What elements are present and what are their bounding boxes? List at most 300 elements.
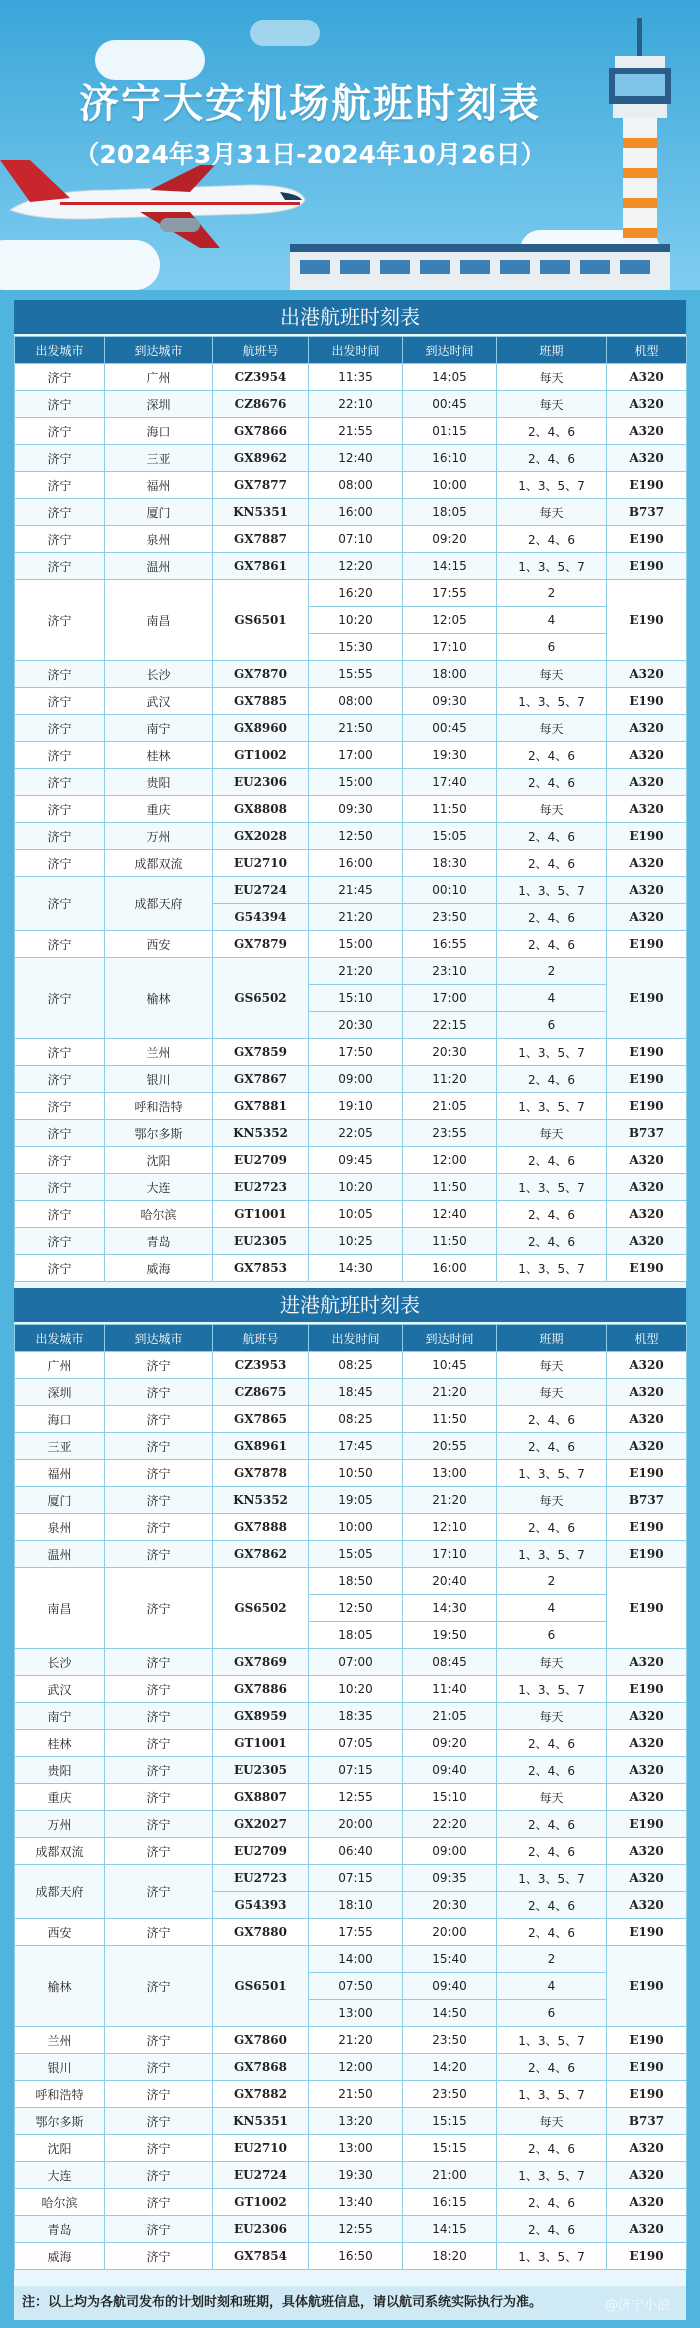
flight-number: EU2710 <box>213 850 309 877</box>
origin-city: 桂林 <box>15 1730 105 1757</box>
table-row <box>15 769 687 796</box>
arrival-time: 17:10 <box>403 1541 497 1568</box>
aircraft-type: B737 <box>607 499 687 526</box>
aircraft-type: E190 <box>607 1255 687 1282</box>
aircraft-type: A320 <box>607 1379 687 1406</box>
schedule-days: 4 <box>497 607 607 634</box>
destination-city: 济宁 <box>105 2081 213 2108</box>
destination-city: 济宁 <box>105 1784 213 1811</box>
departure-time: 17:50 <box>309 1039 403 1066</box>
table-row <box>15 1811 687 1838</box>
destination-city: 桂林 <box>105 742 213 769</box>
origin-city: 贵阳 <box>15 1757 105 1784</box>
flight-number: CZ3954 <box>213 364 309 391</box>
schedule-days: 每天 <box>497 1784 607 1811</box>
flight-number: EU2306 <box>213 769 309 796</box>
destination-city: 济宁 <box>105 2216 213 2243</box>
destination-city: 济宁 <box>105 2162 213 2189</box>
departure-time: 21:45 <box>309 877 403 904</box>
destination-city: 长沙 <box>105 661 213 688</box>
aircraft-type: E190 <box>607 472 687 499</box>
aircraft-type: A320 <box>607 1352 687 1379</box>
flight-number: GX7866 <box>213 418 309 445</box>
aircraft-type: E190 <box>607 1676 687 1703</box>
destination-city: 济宁 <box>105 1541 213 1568</box>
destination-city: 济宁 <box>105 1730 213 1757</box>
arrival-time: 14:15 <box>403 553 497 580</box>
aircraft-type: E190 <box>607 1919 687 1946</box>
schedule-days: 6 <box>497 2000 607 2027</box>
aircraft-type: E190 <box>607 553 687 580</box>
table-row <box>15 1460 687 1487</box>
departure-time: 21:50 <box>309 2081 403 2108</box>
departure-time: 17:55 <box>309 1919 403 1946</box>
table-row <box>15 526 687 553</box>
destination-city: 济宁 <box>105 1811 213 1838</box>
destination-city: 济宁 <box>105 2243 213 2270</box>
table-row <box>15 472 687 499</box>
departure-time: 09:00 <box>309 1066 403 1093</box>
origin-city: 济宁 <box>15 742 105 769</box>
column-header: 出发时间 <box>309 1325 403 1352</box>
aircraft-type: E190 <box>607 1460 687 1487</box>
page-subtitle: （2024年3月31日-2024年10月26日） <box>74 140 546 169</box>
destination-city: 南宁 <box>105 715 213 742</box>
origin-city: 济宁 <box>15 1093 105 1120</box>
arrival-time: 11:50 <box>403 1174 497 1201</box>
destination-city: 济宁 <box>105 1460 213 1487</box>
arrival-time: 11:50 <box>403 796 497 823</box>
table-row <box>15 1784 687 1811</box>
watermark: @济宁小浪 <box>604 2298 670 2313</box>
origin-city: 济宁 <box>15 418 105 445</box>
destination-city: 成都天府 <box>105 877 213 931</box>
schedule-days: 2、4、6 <box>497 850 607 877</box>
table-row <box>15 1433 687 1460</box>
table-row <box>15 1514 687 1541</box>
schedule-days: 1、3、5、7 <box>497 472 607 499</box>
table-row <box>15 1568 687 1595</box>
arrival-time: 11:50 <box>403 1228 497 1255</box>
flight-number: KN5352 <box>213 1120 309 1147</box>
aircraft-type: E190 <box>607 1039 687 1066</box>
departure-time: 17:45 <box>309 1433 403 1460</box>
aircraft-type: A320 <box>607 1433 687 1460</box>
aircraft-type: A320 <box>607 1730 687 1757</box>
departure-time: 08:25 <box>309 1352 403 1379</box>
origin-city: 济宁 <box>15 1066 105 1093</box>
flight-number: GX7862 <box>213 1541 309 1568</box>
arrival-time: 01:15 <box>403 418 497 445</box>
schedule-days: 1、3、5、7 <box>497 1460 607 1487</box>
flight-number: EU2305 <box>213 1757 309 1784</box>
flight-number: GS6501 <box>213 1946 309 2027</box>
aircraft-type: B737 <box>607 2108 687 2135</box>
departure-time: 14:00 <box>309 1946 403 1973</box>
aircraft-type: E190 <box>607 1541 687 1568</box>
table-row <box>15 1255 687 1282</box>
table-row <box>15 715 687 742</box>
schedule-days: 1、3、5、7 <box>497 2081 607 2108</box>
table-row <box>15 1487 687 1514</box>
table-row <box>15 2054 687 2081</box>
origin-city: 厦门 <box>15 1487 105 1514</box>
flight-number: EU2724 <box>213 877 309 904</box>
destination-city: 西安 <box>105 931 213 958</box>
origin-city: 沈阳 <box>15 2135 105 2162</box>
schedule-days: 1、3、5、7 <box>497 2243 607 2270</box>
departure-time: 12:40 <box>309 445 403 472</box>
arrival-time: 00:45 <box>403 391 497 418</box>
arrival-time: 22:15 <box>403 1012 497 1039</box>
destination-city: 济宁 <box>105 1865 213 1919</box>
table-row <box>15 2135 687 2162</box>
flight-number: GX7878 <box>213 1460 309 1487</box>
schedule-days: 2 <box>497 1946 607 1973</box>
origin-city: 万州 <box>15 1811 105 1838</box>
destination-city: 济宁 <box>105 2108 213 2135</box>
schedule-days: 2、4、6 <box>497 1066 607 1093</box>
table-row <box>15 1352 687 1379</box>
schedule-days: 2、4、6 <box>497 1201 607 1228</box>
departure-time: 07:10 <box>309 526 403 553</box>
flight-number: GS6502 <box>213 958 309 1039</box>
aircraft-type: A320 <box>607 1174 687 1201</box>
flight-number: EU2305 <box>213 1228 309 1255</box>
aircraft-type: A320 <box>607 1406 687 1433</box>
aircraft-type: A320 <box>607 2162 687 2189</box>
flight-number: EU2710 <box>213 2135 309 2162</box>
destination-city: 哈尔滨 <box>105 1201 213 1228</box>
arrival-time: 17:55 <box>403 580 497 607</box>
departure-time: 10:20 <box>309 1676 403 1703</box>
arrival-time: 12:05 <box>403 607 497 634</box>
table-row <box>15 499 687 526</box>
schedule-days: 每天 <box>497 1649 607 1676</box>
origin-city: 济宁 <box>15 1174 105 1201</box>
arrival-time: 21:20 <box>403 1379 497 1406</box>
departure-time: 19:30 <box>309 2162 403 2189</box>
aircraft-type: E190 <box>607 1093 687 1120</box>
departure-time: 07:15 <box>309 1757 403 1784</box>
destination-city: 济宁 <box>105 1676 213 1703</box>
flight-number: EU2723 <box>213 1865 309 1892</box>
schedule-days: 每天 <box>497 1120 607 1147</box>
table-row <box>15 1379 687 1406</box>
departure-time: 12:50 <box>309 1595 403 1622</box>
destination-city: 济宁 <box>105 2135 213 2162</box>
schedule-days: 2、4、6 <box>497 2135 607 2162</box>
departure-time: 15:10 <box>309 985 403 1012</box>
origin-city: 鄂尔多斯 <box>15 2108 105 2135</box>
arrival-time: 21:00 <box>403 2162 497 2189</box>
schedule-days: 2、4、6 <box>497 2189 607 2216</box>
arrival-time: 09:00 <box>403 1838 497 1865</box>
destination-city: 济宁 <box>105 1838 213 1865</box>
aircraft-type: A320 <box>607 1649 687 1676</box>
table-row <box>15 1120 687 1147</box>
origin-city: 海口 <box>15 1406 105 1433</box>
arrival-time: 18:00 <box>403 661 497 688</box>
destination-city: 鄂尔多斯 <box>105 1120 213 1147</box>
arrival-time: 17:10 <box>403 634 497 661</box>
departure-time: 11:35 <box>309 364 403 391</box>
aircraft-type: E190 <box>607 1811 687 1838</box>
flight-number: GX7860 <box>213 2027 309 2054</box>
arrival-time: 09:40 <box>403 1757 497 1784</box>
origin-city: 济宁 <box>15 931 105 958</box>
arrival-time: 12:40 <box>403 1201 497 1228</box>
departure-time: 10:20 <box>309 607 403 634</box>
departure-time: 10:20 <box>309 1174 403 1201</box>
destination-city: 济宁 <box>105 1379 213 1406</box>
column-header: 到达时间 <box>403 1325 497 1352</box>
destination-city: 深圳 <box>105 391 213 418</box>
aircraft-type: A320 <box>607 2135 687 2162</box>
schedule-days: 每天 <box>497 1379 607 1406</box>
schedule-days: 2 <box>497 580 607 607</box>
footer-note: 注：以上均为各航司发布的计划时刻和班期，具体航班信息，请以航司系统实际执行为准。 <box>14 2286 686 2320</box>
flight-number: GX7885 <box>213 688 309 715</box>
aircraft-type: A320 <box>607 1228 687 1255</box>
table-header-row <box>15 337 687 364</box>
aircraft-type: E190 <box>607 931 687 958</box>
arrival-time: 16:55 <box>403 931 497 958</box>
aircraft-type: E190 <box>607 1568 687 1649</box>
aircraft-type: E190 <box>607 1066 687 1093</box>
arrival-time: 16:10 <box>403 445 497 472</box>
departure-time: 12:55 <box>309 1784 403 1811</box>
origin-city: 济宁 <box>15 391 105 418</box>
aircraft-type: A320 <box>607 1201 687 1228</box>
aircraft-type: A320 <box>607 796 687 823</box>
origin-city: 济宁 <box>15 850 105 877</box>
column-header: 航班号 <box>213 1325 309 1352</box>
flight-number: GX7859 <box>213 1039 309 1066</box>
schedule-days: 2 <box>497 958 607 985</box>
schedule-days: 2、4、6 <box>497 823 607 850</box>
departure-time: 16:20 <box>309 580 403 607</box>
origin-city: 济宁 <box>15 958 105 1039</box>
table-row <box>15 2081 687 2108</box>
flight-number: GX8807 <box>213 1784 309 1811</box>
flight-number: GX7881 <box>213 1093 309 1120</box>
flight-number: GX8959 <box>213 1703 309 1730</box>
origin-city: 银川 <box>15 2054 105 2081</box>
destination-city: 福州 <box>105 472 213 499</box>
origin-city: 青岛 <box>15 2216 105 2243</box>
departure-time: 06:40 <box>309 1838 403 1865</box>
arrival-time: 18:20 <box>403 2243 497 2270</box>
origin-city: 南宁 <box>15 1703 105 1730</box>
schedule-days: 2、4、6 <box>497 1433 607 1460</box>
table-row <box>15 364 687 391</box>
aircraft-type: A320 <box>607 715 687 742</box>
table-header-row <box>15 1325 687 1352</box>
origin-city: 广州 <box>15 1352 105 1379</box>
origin-city: 哈尔滨 <box>15 2189 105 2216</box>
departure-time: 09:45 <box>309 1147 403 1174</box>
aircraft-type: E190 <box>607 1514 687 1541</box>
departure-time: 19:05 <box>309 1487 403 1514</box>
departure-time: 12:20 <box>309 553 403 580</box>
departure-time: 18:50 <box>309 1568 403 1595</box>
arrival-time: 20:30 <box>403 1892 497 1919</box>
destination-city: 沈阳 <box>105 1147 213 1174</box>
arrival-time: 13:00 <box>403 1460 497 1487</box>
destination-city: 济宁 <box>105 1703 213 1730</box>
flight-number: GX7853 <box>213 1255 309 1282</box>
origin-city: 济宁 <box>15 877 105 931</box>
schedule-days: 每天 <box>497 1352 607 1379</box>
table-row <box>15 2108 687 2135</box>
schedule-days: 6 <box>497 1012 607 1039</box>
flight-number: GT1002 <box>213 2189 309 2216</box>
page-title: 济宁大安机场航班时刻表 <box>79 81 541 127</box>
schedule-days: 2、4、6 <box>497 526 607 553</box>
arrival-time: 14:05 <box>403 364 497 391</box>
destination-city: 济宁 <box>105 2027 213 2054</box>
table-row <box>15 2027 687 2054</box>
schedule-days: 2、4、6 <box>497 1838 607 1865</box>
arrivals-table <box>14 1324 687 2270</box>
schedule-days: 2、4、6 <box>497 418 607 445</box>
flight-number: GX8962 <box>213 445 309 472</box>
schedule-days: 1、3、5、7 <box>497 1865 607 1892</box>
flight-number: EU2709 <box>213 1838 309 1865</box>
schedule-days: 2、4、6 <box>497 904 607 931</box>
departure-time: 12:50 <box>309 823 403 850</box>
schedule-days: 2、4、6 <box>497 2054 607 2081</box>
table-row <box>15 1174 687 1201</box>
schedule-days: 1、3、5、7 <box>497 553 607 580</box>
schedule-days: 2、4、6 <box>497 1919 607 1946</box>
schedule-days: 2、4、6 <box>497 1514 607 1541</box>
aircraft-type: A320 <box>607 2216 687 2243</box>
origin-city: 西安 <box>15 1919 105 1946</box>
departure-time: 09:30 <box>309 796 403 823</box>
origin-city: 温州 <box>15 1541 105 1568</box>
destination-city: 济宁 <box>105 1568 213 1649</box>
origin-city: 济宁 <box>15 472 105 499</box>
table-row <box>15 580 687 607</box>
flight-number: GT1001 <box>213 1730 309 1757</box>
departure-time: 07:05 <box>309 1730 403 1757</box>
departure-time: 17:00 <box>309 742 403 769</box>
terminal-building-icon <box>290 230 670 290</box>
table-row <box>15 1406 687 1433</box>
schedule-days: 4 <box>497 1973 607 2000</box>
origin-city: 兰州 <box>15 2027 105 2054</box>
aircraft-type: A320 <box>607 1892 687 1919</box>
origin-city: 济宁 <box>15 1228 105 1255</box>
departure-time: 08:25 <box>309 1406 403 1433</box>
aircraft-type: E190 <box>607 2054 687 2081</box>
timetable-panel <box>14 300 686 2312</box>
arrival-time: 14:15 <box>403 2216 497 2243</box>
aircraft-type: A320 <box>607 2189 687 2216</box>
departure-time: 13:00 <box>309 2135 403 2162</box>
origin-city: 济宁 <box>15 1120 105 1147</box>
column-header: 到达时间 <box>403 337 497 364</box>
arrival-time: 18:05 <box>403 499 497 526</box>
table-row <box>15 877 687 904</box>
destination-city: 济宁 <box>105 1514 213 1541</box>
aircraft-type: A320 <box>607 1147 687 1174</box>
origin-city: 重庆 <box>15 1784 105 1811</box>
aircraft-type: E190 <box>607 526 687 553</box>
destination-city: 榆林 <box>105 958 213 1039</box>
schedule-days: 2、4、6 <box>497 1147 607 1174</box>
arrival-time: 14:30 <box>403 1595 497 1622</box>
destination-city: 济宁 <box>105 1919 213 1946</box>
departure-time: 21:20 <box>309 958 403 985</box>
aircraft-type: A320 <box>607 877 687 904</box>
schedule-days: 1、3、5、7 <box>497 1541 607 1568</box>
destination-city: 南昌 <box>105 580 213 661</box>
destination-city: 泉州 <box>105 526 213 553</box>
arrival-time: 12:10 <box>403 1514 497 1541</box>
arrival-time: 23:55 <box>403 1120 497 1147</box>
table-row <box>15 688 687 715</box>
arrival-time: 19:30 <box>403 742 497 769</box>
flight-number: KN5352 <box>213 1487 309 1514</box>
flight-number: GX7868 <box>213 2054 309 2081</box>
departure-time: 15:05 <box>309 1541 403 1568</box>
origin-city: 济宁 <box>15 364 105 391</box>
flight-number: GT1001 <box>213 1201 309 1228</box>
aircraft-type: A320 <box>607 445 687 472</box>
departure-time: 13:20 <box>309 2108 403 2135</box>
departure-time: 08:00 <box>309 472 403 499</box>
aircraft-type: A320 <box>607 742 687 769</box>
flight-number: GX7870 <box>213 661 309 688</box>
aircraft-type: E190 <box>607 823 687 850</box>
schedule-days: 1、3、5、7 <box>497 1093 607 1120</box>
origin-city: 成都双流 <box>15 1838 105 1865</box>
arrival-time: 10:45 <box>403 1352 497 1379</box>
origin-city: 威海 <box>15 2243 105 2270</box>
departure-time: 22:05 <box>309 1120 403 1147</box>
table-row <box>15 1039 687 1066</box>
departure-time: 08:00 <box>309 688 403 715</box>
origin-city: 三亚 <box>15 1433 105 1460</box>
arrival-time: 18:30 <box>403 850 497 877</box>
flight-number: GX8961 <box>213 1433 309 1460</box>
flight-number: GX7888 <box>213 1514 309 1541</box>
destination-city: 呼和浩特 <box>105 1093 213 1120</box>
origin-city: 济宁 <box>15 769 105 796</box>
arrival-time: 15:15 <box>403 2135 497 2162</box>
departure-time: 13:40 <box>309 2189 403 2216</box>
column-header: 出发城市 <box>15 337 105 364</box>
departure-time: 20:00 <box>309 1811 403 1838</box>
schedule-days: 2、4、6 <box>497 1228 607 1255</box>
aircraft-type: E190 <box>607 1946 687 2027</box>
aircraft-type: A320 <box>607 1703 687 1730</box>
destination-city: 济宁 <box>105 1757 213 1784</box>
arrival-time: 12:00 <box>403 1147 497 1174</box>
arrival-time: 21:05 <box>403 1093 497 1120</box>
origin-city: 济宁 <box>15 445 105 472</box>
schedule-days: 2、4、6 <box>497 769 607 796</box>
schedule-days: 4 <box>497 1595 607 1622</box>
origin-city: 成都天府 <box>15 1865 105 1919</box>
destination-city: 济宁 <box>105 1406 213 1433</box>
departure-time: 10:50 <box>309 1460 403 1487</box>
table-row <box>15 2216 687 2243</box>
flight-number: GS6501 <box>213 580 309 661</box>
